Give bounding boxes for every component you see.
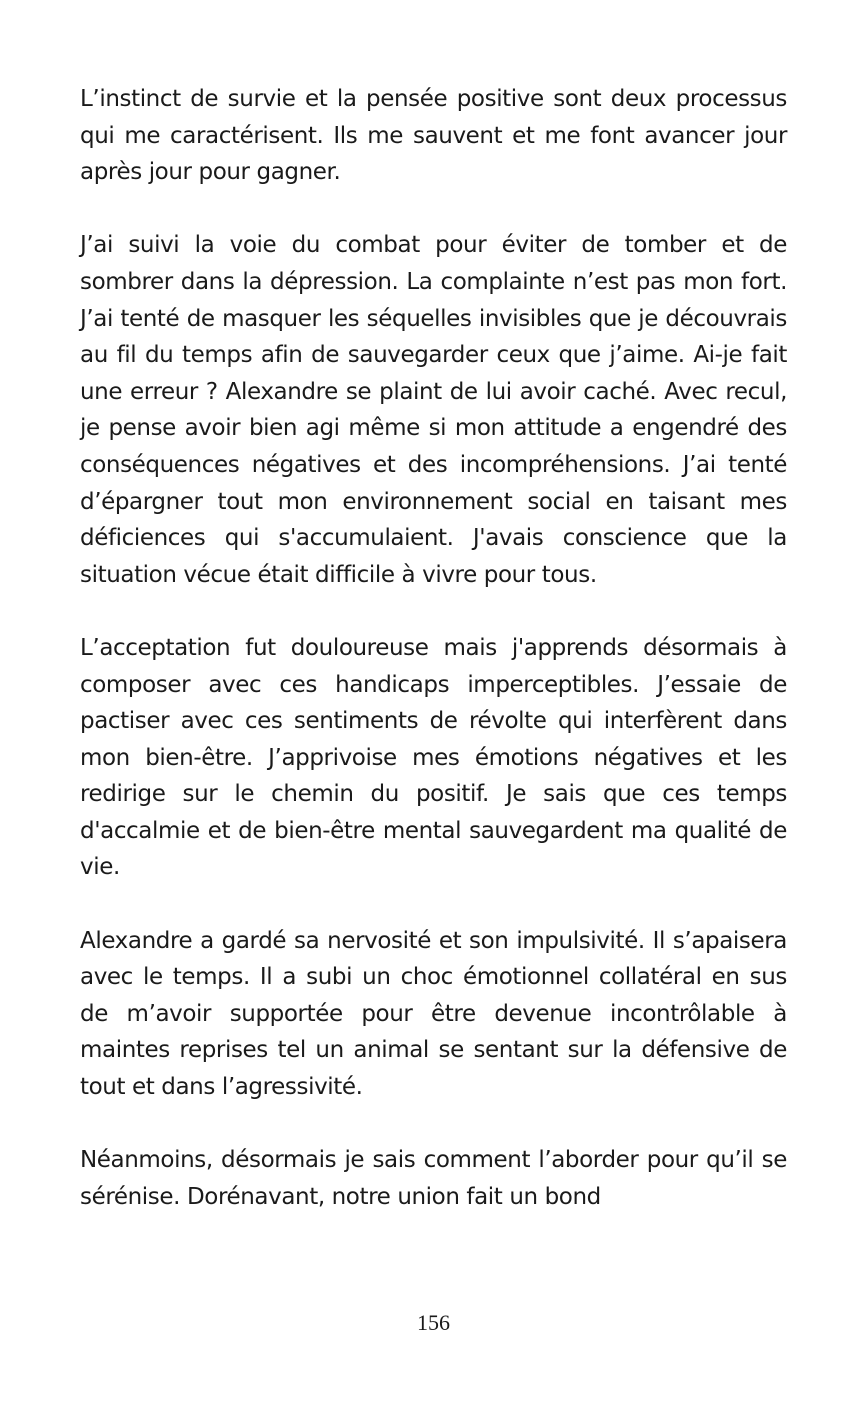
page-number: 156 bbox=[417, 1310, 450, 1335]
paragraph: L’instinct de survie et la pensée positive sont deux processus qui me caractérisent. Ils me sauvent et me font avancer jour après jour pour gagner. bbox=[80, 86, 787, 186]
paragraph: J’ai suivi la voie du combat pour éviter de tomber et de sombrer dans la dépression. La complainte n’est pas mon fort. J’ai tenté de masquer les séquelles invisibles que je découvrais au fil du temps afin de sauvegarder ceux que j’aime. Ai-je fait une erreur ? Alexandre se plaint de lui avoir caché. Avec recul, je pense avoir bien agi même si mon attitude a engendré des conséquences négatives et des incompréhensions. J’ai tenté d’épargner tout mon environnement social en taisant mes déficiences qui s'accumulaient. J'avais conscience que la situation vécue était difficile à vivre pour tous. bbox=[80, 232, 787, 588]
paragraph: Alexandre a gardé sa nervosité et son impulsivité. Il s’apaisera avec le temps. Il a subi un choc émotionnel collatéral en sus de m’avoir supportée pour être devenue incontrôlable à maintes reprises tel un animal se sentant sur la défensive de tout et dans l’agressivité. bbox=[80, 927, 787, 1101]
paragraph-continued: Néanmoins, désormais je sais comment l’aborder pour qu’il se sérénise. Dorénavant, notre union fait un bond bbox=[80, 1147, 787, 1210]
paragraph: L’acceptation fut douloureuse mais j'apprends désormais à composer avec ces handicaps imperceptibles. J’essaie de pactiser avec ces sentiments de révolte qui interfèrent dans mon bien-être. J’apprivoise mes émotions négatives et les redirige sur le chemin du positif. Je sais que ces temps d'accalmie et de bien-être mental sauvegardent ma qualité de vie. bbox=[80, 634, 787, 881]
body-text bbox=[80, 81, 787, 1215]
